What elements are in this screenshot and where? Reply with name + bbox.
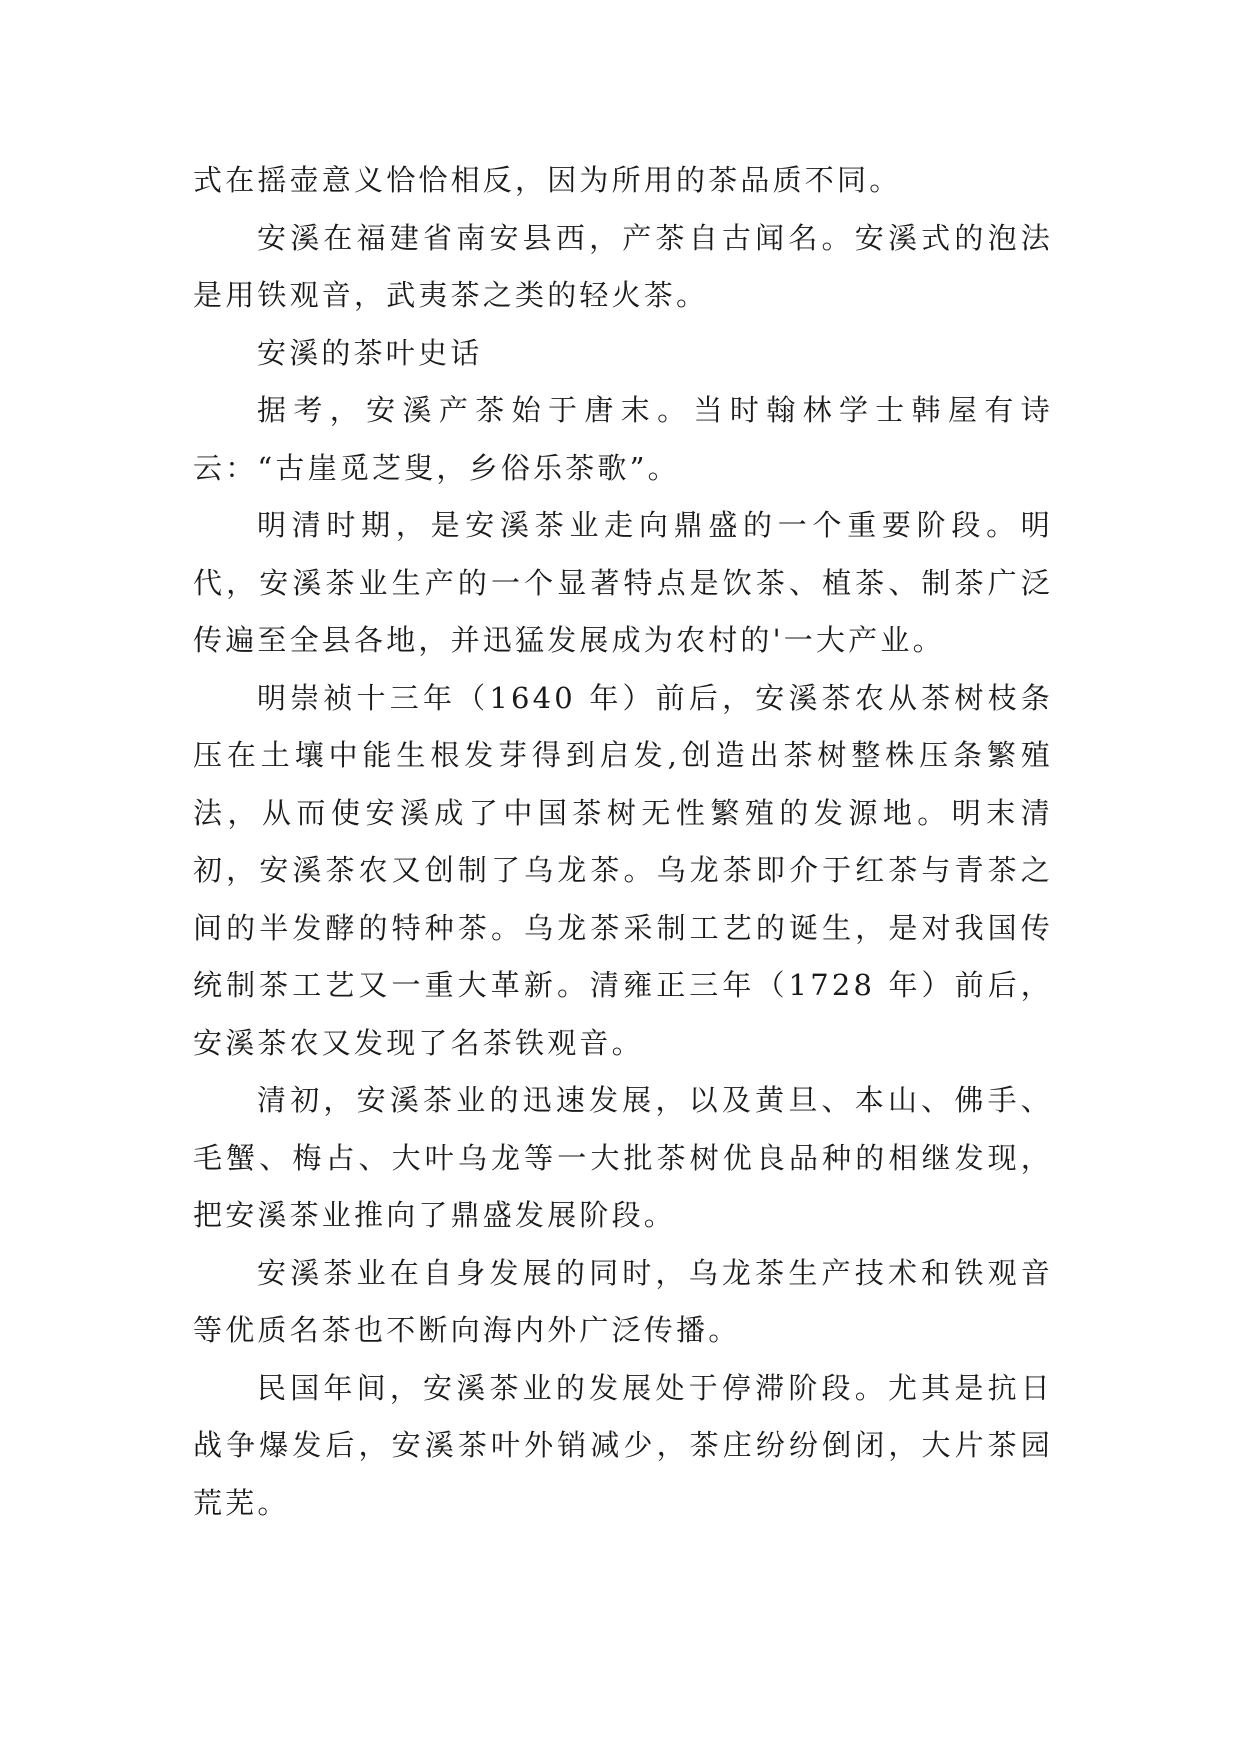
- paragraph-tang-origin: 据考，安溪产茶始于唐末。当时翰林学士韩屋有诗云：“古崖觅芝叟，乡俗乐茶歌”。: [193, 393, 1053, 485]
- paragraph-republic-era: 民国年间，安溪茶业的发展处于停滞阶段。尤其是抗日战争爆发后，安溪茶叶外销减少，茶庄纷纷倒闭，大片茶园荒芜。: [193, 1370, 1053, 1520]
- paragraph-continuation: 式在摇壶意义恰恰相反，因为所用的茶品质不同。: [193, 163, 902, 197]
- paragraph-early-qing: 清初，安溪茶业的迅速发展，以及黄旦、本山、佛手、毛蟹、梅占、大叶乌龙等一大批茶树优良品种的相继发现，把安溪茶业推向了鼎盛发展阶段。: [193, 1083, 1053, 1232]
- paragraph-anxi-intro: 安溪在福建省南安县西，产茶自古闻名。安溪式的泡法是用铁观音，武夷茶之类的轻火茶。: [193, 220, 1053, 312]
- paragraph-spread: 安溪茶业在自身发展的同时，乌龙茶生产技术和铁观音等优质名茶也不断向海内外广泛传播。: [193, 1255, 1053, 1347]
- section-heading: 安溪的茶叶史话: [257, 335, 483, 370]
- document-body: [193, 152, 1053, 1532]
- paragraph-chongzhen: 明崇祯十三年（1640 年）前后，安溪茶农从茶树枝条压在土壤中能生根发芽得到启发,创造出茶树整株压条繁殖法，从而使安溪成了中国茶树无性繁殖的发源地。明末清初，安溪茶农又创制了乌龙茶。乌龙茶即介于红茶与青茶之间的半发酵的特种茶。乌龙茶采制工艺的诞生，是对我国传统制茶工艺又一重大革新。清雍正三年（1728 年）前后，安溪茶农又发现了名茶铁观音。: [193, 680, 1053, 1060]
- paragraph-ming-qing: 明清时期，是安溪茶业走向鼎盛的一个重要阶段。明代，安溪茶业生产的一个显著特点是饮茶、植茶、制茶广泛传遍至全县各地，并迅猛发展成为农村的'一大产业。: [193, 508, 1053, 657]
